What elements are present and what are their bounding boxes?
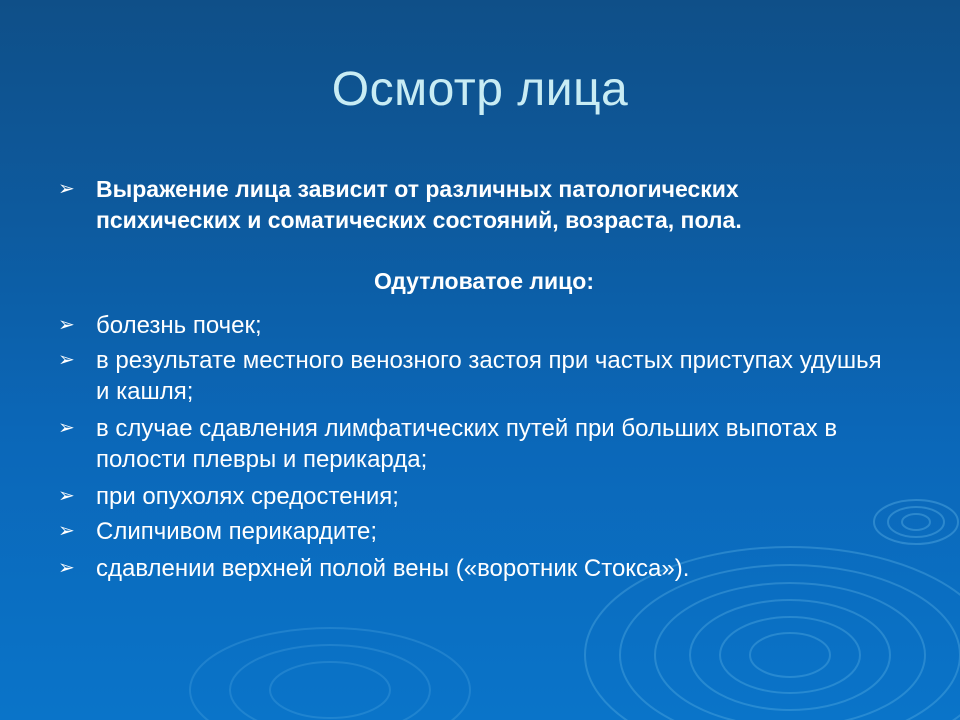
list-item	[58, 553, 888, 584]
arrow-bullet-icon: ➢	[58, 417, 75, 439]
list-item-text: при опухолях средостения;	[96, 483, 399, 510]
list-item	[58, 516, 888, 547]
arrow-bullet-icon: ➢	[58, 520, 75, 542]
arrow-bullet-icon: ➢	[58, 178, 75, 200]
subheading: Одутловатое лицо:	[373, 268, 594, 294]
list-item-text: сдавлении верхней полой вены («воротник Стокса»).	[96, 555, 690, 582]
arrow-bullet-icon: ➢	[58, 485, 75, 507]
list-item	[58, 481, 888, 512]
list-item-intro	[58, 174, 888, 236]
list-item-text: в результате местного венозного застоя при частых приступах удушья и кашля;	[96, 347, 882, 405]
arrow-bullet-icon: ➢	[58, 314, 75, 336]
list-item-text: в случае сдавления лимфатических путей при больших выпотах в полости плевры и перикарда;	[96, 415, 838, 473]
list-item-text: болезнь почек;	[96, 312, 262, 339]
list-item-text: Слипчивом перикардите;	[96, 518, 378, 545]
intro-text: Выражение лица зависит от различных патологических психических и соматических состояний, возраста, пола.	[96, 176, 742, 233]
arrow-bullet-icon: ➢	[58, 349, 75, 371]
list-item	[58, 413, 888, 475]
arrow-bullet-icon: ➢	[58, 557, 75, 579]
list-item	[58, 345, 888, 407]
slide-title: Осмотр лица	[331, 63, 629, 116]
list-item	[58, 310, 888, 341]
